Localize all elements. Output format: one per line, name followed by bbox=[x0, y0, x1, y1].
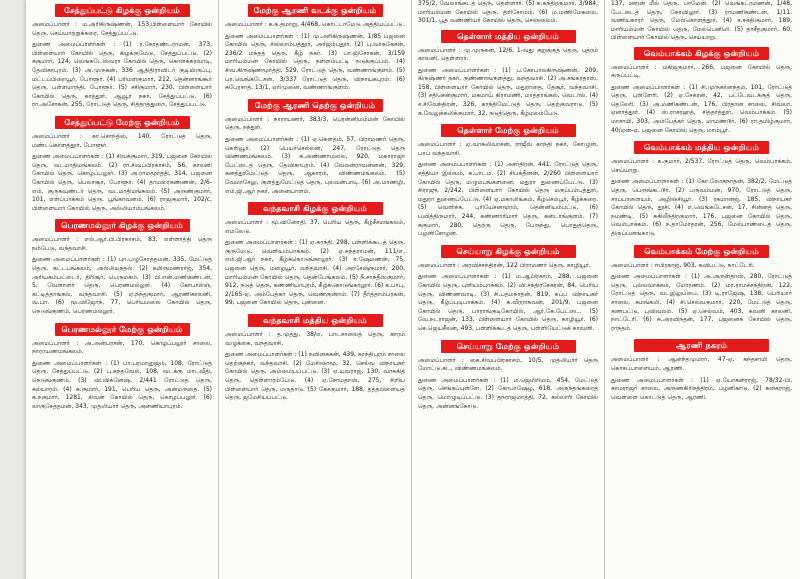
union-heading: ஆரணி நகரம் bbox=[634, 339, 769, 352]
secretary-paragraph: அமைப்பாளர் : நாராயணர், 383/3, பெரன்னிமம்மன் கோயில் தெரு, நந்தூர். bbox=[225, 115, 405, 132]
column-top-fragment: 375/2, வேலாங்கடத் தெரு, தெள்ளார். (5) சு.கந்திரகுமார், 3/984, மாரியம்மன் கோயில் தெரு, திரிசோமம். (6) ம.மணிமேகலை, 301/1, பூத வண்ணியர் கோயில் தெரு, செஞ்ஞலம். bbox=[418, 0, 598, 24]
deputies-paragraph: துணை அமைப்பாளர்கள் : (1) நவினசுகன், 439, காந்திபுரம் சாலை தெற்குநகர், வந்தவாசி. (2) மேசிஞாமூ, 32, செல்வ விநாயகர் கோயில் தெரு, அம்மையப்பட்டு. (3) ஏ.யுவராஜ், 130, வாசுகித் தெரு, தெள்ளாரம்பேடு. (4) ஏ.சோமதாஸ், 275, சிறிய பிள்ளையார் தெரு, மருதாடு. (5) கேசகுமார், 188, தத்தபிளையத் தெரு, ஜமேசியப்பட்டு. bbox=[225, 351, 406, 402]
deputies-paragraph: துணை அமைப்பாளர்கள் : (1) ம.ஜெமிரிமம், 454, மேட்டுத் தெரு, செங்கப்புள்ளே. (2) கோபாஷேழ, 618, அருந்தங்கரைத் தெரு, மொழுடிப்பட்டு. (3) தந்ராஜமாத்தி, 72, கல்லாரி கோயில் தெரு, அன்னங்கோடு. bbox=[418, 376, 598, 410]
union-section bbox=[611, 141, 792, 238]
deputies-paragraph: துணை அமைப்பாளர்கள் : (1) பா.பரமானுஜம், 108, ரோட்டுத் தெரு, சேத்துப்பட்டு. (2) பு.கந்தவேல், 108, வடக்கு மாடவீதி, நெடுங்குணம். (3) வி.விக்னேஷ், 2/441 ரோட்டுத் தெரு, கல்யாரம். (4) சு.குமார், 191, பெரிய தெரு, அன்மருதை. (5) க.நகுமார், 1281, சிவன் கோயில் தெரு, கொழப்பலூர். (6) லாகுசேத்தமன், 343, முதலியார் தெரு, அனணியாபுரம். bbox=[32, 359, 212, 410]
secretary-paragraph: அமைப்பாளர் : மகிஜகுமார், 266, பஜனை கோயில் தெரு, கருப்பட்டி. bbox=[611, 63, 792, 80]
secretary-paragraph: அமைப்பாளர் : கா.சொந்தில், 140, ரோட்டுத் தெரு, மண்டகொளத்தூர், போளூர். bbox=[32, 132, 212, 149]
column-1 bbox=[26, 0, 219, 579]
deputies-paragraph: துணை அமைப்பாளர்கள் : (1) சி.முருகானந்தம், 101, ரோட்டுத் தெரு, புள்ளேரி. (2) ஏ.சேகரன், 42, பட்டேவடக்குத் தெரு, தெலேரி. (3) அ.மணிகண்டன், 176, பிரதான சாலை, சிவ்லா, ஏனாத்தூர். (4) ஸ்.ராசரஹத், சித்தாத்தூர், வெம்பாக்கம். (5) மாசாயி, 303, அம்பேத்கர் தெரு, மாமண்டூர். (6) ரா.தமிழ்குமார், 40/ஏன்-ஏ, பஜனை கோயில் தெரு, மாம்பூர். bbox=[611, 83, 792, 134]
union-heading: வந்தவாசி கிழக்கு ஒன்றியம் bbox=[248, 202, 383, 215]
union-heading: தெள்ளார் மேற்கு ஒன்றியம் bbox=[441, 124, 576, 137]
union-heading: வந்தவாசி மத்திய ஒன்றியம் bbox=[248, 314, 383, 327]
union-section bbox=[32, 116, 212, 213]
deputies-paragraph: துணை அமைப்பாளர்கள் : (1) ர.கோதண்டராமன், 373, பிள்ளையார் கோயில் தெரு, கிழக்குமேடு, சேத்துப்பட்டு. (2) சுகுமார், 124, வெங்கடேஸ்வரா கோயில் தெரு, கொளக்கரவாடி, தேவிகாபுரம். (3) அ.முருகன், 336 ஆதிதிராவிடர் குடியிருப்பு, மட்டப்பிறையூர், போளூர். (4) பரிமளகுமார், 212, தென்னாங்கூர் தெரு, பள்ளமாந்தி, போளூர். (5) சசிகுமார், 230, பிள்ளையார் கோயில் தெரு, காத்தூர், ஆவூர் நகர், சேத்துப்பட்டு. (6) ரா.அசோகன், 255, ரோட்டுத் தெரு, சித்தாத்துறை, சேத்துப்பட்டு. bbox=[32, 41, 212, 109]
union-section bbox=[418, 30, 598, 119]
secretary-paragraph: அமைப்பாளர் : க.க.தமாறு, 4/468, கொட்டாமேடு அத்தியப்பட்டு. bbox=[225, 21, 405, 28]
deputies-paragraph: துணை அமைப்பாளர்கள் : (1) ப.கோபாலகிருஷ்ணன், 209, கிருஷ்ணர் நகர், குண்ணாங்குளத்து, வந்தவாசி. (2) அ.சங்கரதாஸ், 158, பிள்ளையார் கோயில் தெரு, மதுராதை, தேசூர், வந்தவாசி. (3) சதிசென்குமார், மகமாய் கிராமணி, மாத்தாங்கல், வெடால். (4) ச.சிவேந்திரன், 326, காந்திமேட்டுத் தெரு, தெற்குவராடு. (5) க.வேலுக்கலிக்குமார், 32, நடுத்தெரு, கீழ்மலம்பேடு. bbox=[418, 66, 598, 117]
column-top-fragment: 137, ஊரன் மீல் தெரு, பாமேன். (2) வெங்கட்ரமணன், 1/48, பேட்டைத் தெரு, கோவிலூர். (3) ராமணிகண்டன், 1/11, வணியகாரர் தெரு, மேல்கொளத்தூர். (4) ச.சக்திகுமார், 189, மாரியம்மன் கோயில் தெரு, மேல்பெனிலி. (5) தாசீதகுமார், 60, பிள்ளையார் கோயில் தெரு, செய்யாறு. bbox=[611, 0, 792, 41]
union-heading: வெம்பாக்கம் மேற்கு ஒன்றியம் bbox=[634, 245, 769, 258]
secretary-paragraph: அமைப்பாளர் : ஈபிரகாஜ், 903, கவிபட்டு, நாட்டேரி. bbox=[611, 261, 755, 269]
union-section bbox=[32, 219, 212, 316]
deputies-paragraph: துணை அமைப்பாளர்கள் : (1) அசர்திரன், 441, ரோட்டுத் தெரு, சத்தியா இல்லம், சு.பாடம். (2) சிபக்தீனன், 2/260 பிள்ளையார் கோயில் தெரு, மழும்பங்களனை, மதுரா துணைப்பேட்டு. (3) சிராஜு, 2/242, பிள்ளையார் கோயில் தெரு மகுப்பம்புத்தூர், மதுரா துணைப்பேட்டு. (4) ஏ.மகாலிங்கம், கீழ்செம்பூர், கீழ்க்கரை. (5) வெளிச்சு, புரியேசனமூரம், தென்னியம்பட்டு, (6) பவித்திருமார், 244, கண்ணாரிமார் தெரு, கன்டாங்குளம். (7) சுகுமார், 280, தெற்கு தெரு, பேருந்து, பொதுத்தெரு, பழனிசோழன். bbox=[418, 161, 598, 238]
secretary-paragraph: அமைப்பாளர் : அரவிச்சந்திரன், 122 பிராமணர் தெரு, காழியூர். bbox=[418, 261, 591, 269]
secretary-paragraph: அமைப்பாளர் : ஏ.வாசுலிவாசன், ராஜீவ் காந்தி நகர், கோழுன், பாப் வந்தவாசி. bbox=[418, 141, 598, 157]
union-heading: வெம்பாக்கம் மத்திய ஒன்றியம் bbox=[634, 141, 769, 154]
newspaper-page bbox=[26, 0, 800, 579]
union-section bbox=[611, 339, 792, 402]
union-heading: சேத்துப்பட்டு கிழக்கு ஒன்றியம் bbox=[55, 4, 190, 17]
union-section bbox=[225, 314, 405, 403]
deputies-paragraph: துணை அமைப்பாளர்கள் : (1) ஏ.யோகன்ராஜ், 78/32-பி, காமராஜர் சாலை, அருணகிரிசத்திரம், பழனிகாடு. (2) கனகராஜ், வெள்ளை கொட்டுத் தெரு, ஆரணி. bbox=[611, 376, 792, 401]
deputies-paragraph: துணை அமைப்பாளர்கள் : (1) ம.ஆபிரகாம், 288, பஜனை கோயில் தெரு, புளியம்பாக்கம். (2) வி.சந்திரசேகரன், 84, பெரிய தெரு, விண்ணவாடி. (3) சி.பத்மநாதன், 819, சுப்ப விநாயகர் தெரு, கீழ்ப்புடிபாக்கம். (4) க.வீரராகவன், 201/9, பஜனை கோயில் தெரு, பாராங்குடிகோயில், ஆர்.கே.பேட்டை. (5) வே.நடராஜன், 133, பிள்ளையார் கோயில் தெரு, காழியூர். (6) செ.ஜெயசீலன், 493, பள்ளிக்கூடத் தெரு, பள்ளியேட்டுக் காவனி. bbox=[418, 273, 598, 332]
union-section bbox=[418, 245, 598, 334]
deputies-paragraph: துணை அமைப்பாளர்கள் : (1) அ.அருள்தாஸ், 280, ரோட்டுத் தெரு, புல்லவாக்கம், மோரணம். (2) மா.ராமச்சந்திரன், 122, ரோட்டுத் தெரு, வடஇலுப்பை. (3) டி.ராஜேஷ், 138, பெரியார் சாலை, சுமங்கலி. (4) சி.செல்வகுமார், 220, மேட்டுத் தெரு, கணபட்டு, புவிவலம். (5) ஏ.செல்வம், 403, கவனி காலனி, நாட்டேரி. (6) சு.அரவிந்தன், 177, பஜனைக் கோயில் தெரு, ராந்தம். bbox=[611, 273, 792, 332]
union-section bbox=[418, 124, 598, 239]
secretary-paragraph: அமைப்பாளர் : கை.சிவப்பிரகாசம், 10/5, முதலியார் தெரு மோட்டு.கட, விண்ணமங்கலம். bbox=[418, 356, 598, 373]
deputies-paragraph: துணை அமைப்பாளர்கள் : (1) ஏ.கௌதம், 57, பிராமணர் தெரு, கெறிவூர். (2) பெயர்செல்லன், 247, ரோட்டுத் தெரு விண்ணமங்கலம். (3) க.அண்ணாமலை, 920, மகாராஜா பேட்டைத் தெரு, தேவிகாபுரம். (4) வேலன்ராவன்னன், 329, கனத்தூமேட்டுத் தெரு, ஆகாரம், விண்ணமங்கலம். (5) வேமாசேலு, குளத்துமேட்டுத் தெரு, புலவன்பாடி. (6) அ.மாணழி, எம்.ஜி.ஆர் நகர், அனையாளம். bbox=[225, 135, 405, 195]
secretary-paragraph: அமைப்பாளர் : மு.முருகன், 12/6, 1-வது குறுக்குத் தெரு, புத்ரம் காலனி, தெள்ளார். bbox=[418, 46, 598, 63]
column-2 bbox=[219, 0, 412, 579]
secretary-paragraph: அமைப்பாளர் : அ.அன்பரசன், 170, கொழப்பலூர் சாலை, நாராயணமங்கலம். bbox=[32, 339, 212, 356]
union-heading: வெம்பாக்கம் கிழக்கு ஒன்றியம் bbox=[634, 47, 769, 60]
union-heading: மேற்கு ஆரணி தெற்கு ஒன்றியம் bbox=[248, 99, 383, 112]
secretary-paragraph: அமைப்பாளர் : க.குமார், 2/537, ரோட்டுத் தெரு, வெம்பாக்கம், செய்யாறு. bbox=[611, 158, 792, 174]
deputies-paragraph: துணை அமைப்பாளர்கள் : (1) ஏ.காந்தி, 298, பள்ளிக்கூடத் தெரு, குருமேடு, வெளியம்பாக்கம். (2) ஏ.சுந்தராமன், 111/எ, எம்.ஜி.ஆர் நகர், கீழ்க்கொடுங்காலூர். (3) ச.ஷேமணன், 75, பஜனை தெரு, மழையூர், வந்தவாசி. (4) அரசேஷ்குமார், 200, மாரியம்மன் கோயில் தெரு, தென்பேங்கலம். (5) நீ.சாந்தீஸ்குமார், 912, நடுத் தெரு, கண்ணியாபுரம், கீழ்க்கொடுங்காலூர். (6) க.பாபு, 2/165-ஏ, அம்பேத்கர் தெரு, வெண்குன்றம். (7) தீர்த்தாம்பரகன், 99, பஜனை கோயில் தெரு, புன்னை. bbox=[225, 239, 405, 307]
union-heading: செய்யாறு மேற்கு ஒன்றியம் bbox=[441, 340, 576, 353]
union-heading: தெள்ளார் மத்திய ஒன்றியம் bbox=[441, 30, 576, 43]
union-section bbox=[418, 340, 598, 412]
deputies-paragraph: துணை அமைப்பாளர்கள் : (1) பா.பழுசோத்தமன், 335, மேட்டுத் தெரு, கட்டபங்கலம், அல்லியந்தல். (2) கமிருமணராஜ், 354, அரியகம்பட்டைர், திரிசூர், பெருமகம். (3) பி.என்.மணிகண்டன், 5, வேளாளர் தெரு, பெரணமல்லூர். (4) கோபால்ஞ், கட்டித்தாங்கல், வந்தவாசி. (5) ஏ.நந்தகுமார், ஆரணிகாலனி, வ.பா. (6) மூ.விஜோந், 77, பெரியமலை கோயில் தெரு, நெடுங்குணம், பெரணமல்லூர். bbox=[32, 256, 212, 316]
union-heading: செய்யாறு கிழக்கு ஒன்றியம் bbox=[441, 245, 576, 258]
deputies-paragraph: துணை அமைப்பாளர்கள் : (1) கோ.லோகநாதன், 382/2, மேட்டுத் தெரு, பெருங்கட்டூர். (2) பருவம்மன், 970, ரோட்டுத் தெரு, சாப்பாளையம், அழிஞ்சியூர். (3) ரகமானஜ், 185, விநாயகர் கோயில் தெரு, தூசி. (4) எ.வெங்கடேசன், 17, சின்னத் தெரு, நமண்டி. (5) சுகிலீந்திரகுமார், 176, பஜனை கோயில் தெரு, வெம்பாக்கம். (6) ந.தாமோதரன், 256, மேல்பாண்டைத் தெரு, திருப்பனங்காடு. bbox=[611, 178, 792, 237]
union-section bbox=[32, 4, 212, 110]
deputies-paragraph: துணை அமைப்பாளர்கள் : (1) மு.அரிகிருஷ்ணன், 1/85 பஜனை கோயில் தெரு, சில்லாம்பத்தூர், அர்ஜம்புதூர். (2) பு.வாசுகேசன், 236/2 மந்தத் தெரு, கீழ் நகர். (3) பா.ஜிசோகன், 3/159 மாரியம்மன் கோயில் தெரு, நள்ளம்பட்டி நடுக்குப்பம். (4) சிவ.கிருஷ்ணமூர்த்தி, 529, ரோட்டுத் தெரு, வண்ணாங்குளம். (5) பா.வெங்கடேசன், 3/337 ரோட்டுத் தெரு, விநாயகபுரம். (6) சுபேரசாத், 13/1, ஏரிமுனை, வண்ணாங்குளம். bbox=[225, 32, 405, 92]
column-4 bbox=[605, 0, 798, 579]
secretary-paragraph: அமைப்பாளர் : மூ.வினோதி, 37, பெரிய தெரு, கீழ்சீசமங்கலம், எமலேடு. bbox=[225, 219, 405, 235]
union-section bbox=[611, 47, 792, 136]
union-heading: மேற்கு ஆரணி வடக்கு ஒன்றியம் bbox=[248, 4, 383, 17]
union-section bbox=[225, 4, 405, 93]
column-3 bbox=[412, 0, 605, 579]
secretary-paragraph: அமைப்பாளர் : த.முத்து, 38/எ, பாடசாலைத் தெரு, காரம் வழுக்கை, வந்தவாசி. bbox=[225, 331, 405, 347]
union-heading: பெரணமல்லூர் மேற்கு ஒன்றியம் bbox=[55, 323, 190, 336]
union-heading: பெரணமல்லூர் கிழக்கு ஒன்றியம் bbox=[55, 219, 190, 232]
secretary-paragraph: அமைப்பாளர் : ம.அரிகிருஷ்ணன், 153,பிள்ளையார் கோயில் தெரு, செய்யாற்றுக்கரை, சேத்துப்பட்டு. bbox=[32, 21, 212, 37]
secretary-paragraph: அமைப்பாளர் : எல்.ஆர்.பி.பிரகாசம், 83, எள்ளாத்தி தெரு நம்பேடு, வந்தவாசி. bbox=[32, 236, 212, 252]
deputies-paragraph: துணை அமைப்பாளர்கள் : (1) சிவக்குமார், 319, பஜனை கோயில் தெரு, வடமாதிமங்கலம். (2) ரா.சிவப்பிரகாசம், 56, காலனி கோயில் தெரு, கொழப்பலூர். (3) அ.ராமமூர்த்தி, 314, பஜனை கோயில் தெரு, பெலாசூர், போளூர். (4) தாமரைகண்ணன், 2/6-எம், குருகவுண்டர் தெரு, வடமாதிமங்கலம். (5) அருண்குமார், 101, எள்ப்பாக்கம் தெரு, பூங்காவனம். (6) ராஜகுமார், 102/c, பிள்ளையார் கோயில் தெரு, அல்லியாம்பங்கலம். bbox=[32, 153, 212, 212]
union-section bbox=[32, 323, 212, 412]
union-heading: சேத்துப்பட்டு மேற்கு ஒன்றியம் bbox=[55, 116, 190, 129]
secretary-paragraph: அமைப்பாளர் : ஆனந்தமுமார், 47-ஏ, கந்தசாமி தெரு, கொசப்பாளையம், ஆரணி. bbox=[611, 356, 792, 372]
union-section bbox=[225, 202, 405, 308]
union-section bbox=[611, 245, 792, 334]
union-section bbox=[225, 99, 405, 196]
